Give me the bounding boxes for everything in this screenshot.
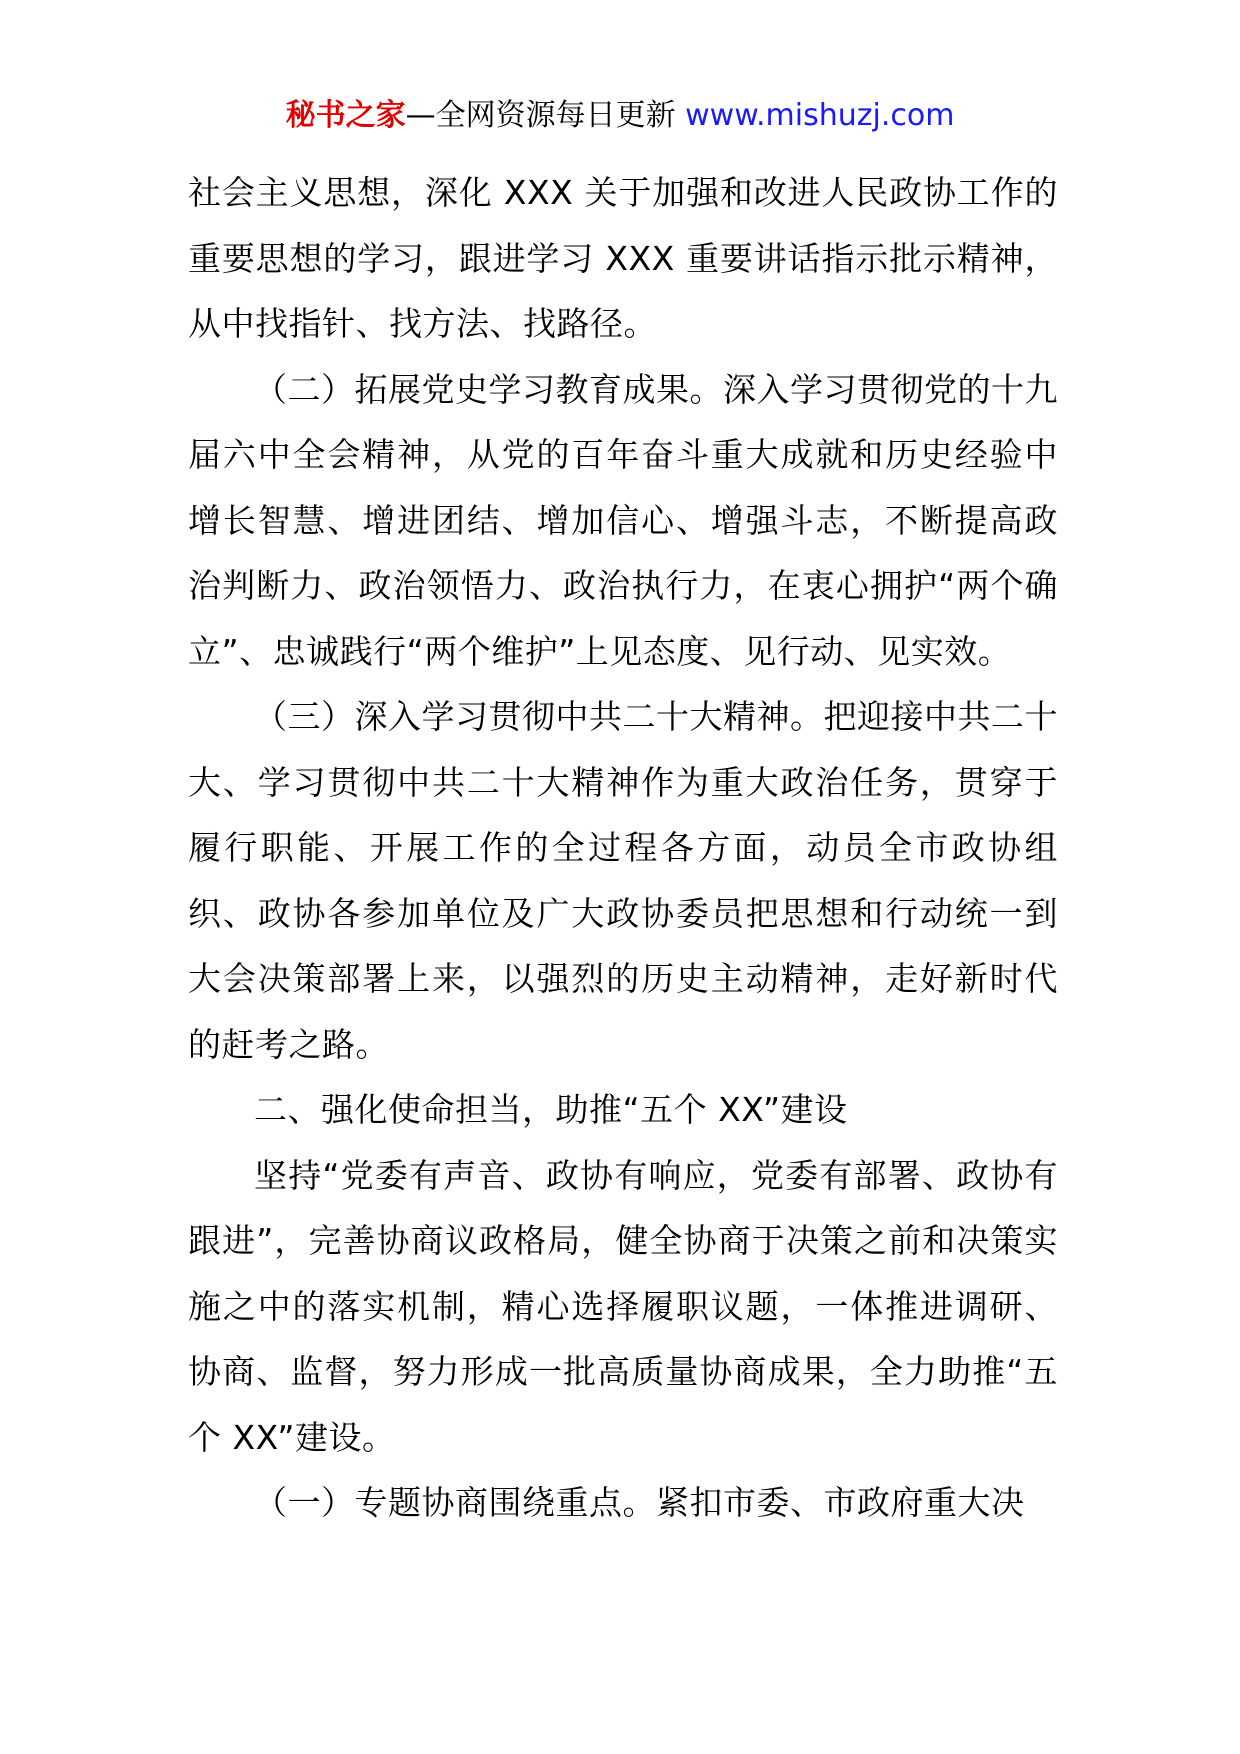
paragraph-section-3: （三）深入学习贯彻中共二十大精神。把迎接中共二十大、学习贯彻中共二十大精神作为重大政治任务，贯穿于履行职能、开展工作的全过程各方面，动员全市政协组织、政协各参加单位及广大政协委员把思想和行动统一到大会决策部署上来，以强烈的历史主动精神，走好新时代的赶考之路。	[188, 697, 1058, 1064]
paragraph-continuation: 社会主义思想，深化 XXX 关于加强和改进人民政协工作的重要思想的学习，跟进学习 XXX 重要讲话指示批示精神，从中找指针、找方法、找路径。	[188, 173, 1058, 343]
paragraph-section-2: （二）拓展党史学习教育成果。深入学习贯彻党的十九届六中全会精神，从党的百年奋斗重大成就和历史经验中增长智慧、增进团结、增加信心、增强斗志，不断提高政治判断力、政治领悟力、政治执行力，在衷心拥护“两个确立”、忠诚践行“两个维护”上见态度、见行动、见实效。	[188, 369, 1058, 671]
paragraph-intro: 坚持“党委有声音、政协有响应，党委有部署、政协有跟进”，完善协商议政格局，健全协商于决策之前和决策实施之中的落实机制，精心选择履职议题，一体推进调研、协商、监督，努力形成一批高质量协商成果，全力助推“五个 XX”建设。	[188, 1155, 1058, 1457]
site-brand: 秘书之家	[285, 98, 406, 133]
document-body	[188, 160, 1058, 1536]
site-tagline: —全网资源每日更新	[405, 98, 686, 133]
paragraph-subsection-1: （一）专题协商围绕重点。紧扣市委、市政府重大决	[254, 1483, 1025, 1522]
site-header-banner	[0, 96, 1240, 136]
section-heading: 二、强化使命担当，助推“五个 XX”建设	[254, 1090, 848, 1129]
site-url: www.mishuzj.com	[685, 98, 955, 133]
